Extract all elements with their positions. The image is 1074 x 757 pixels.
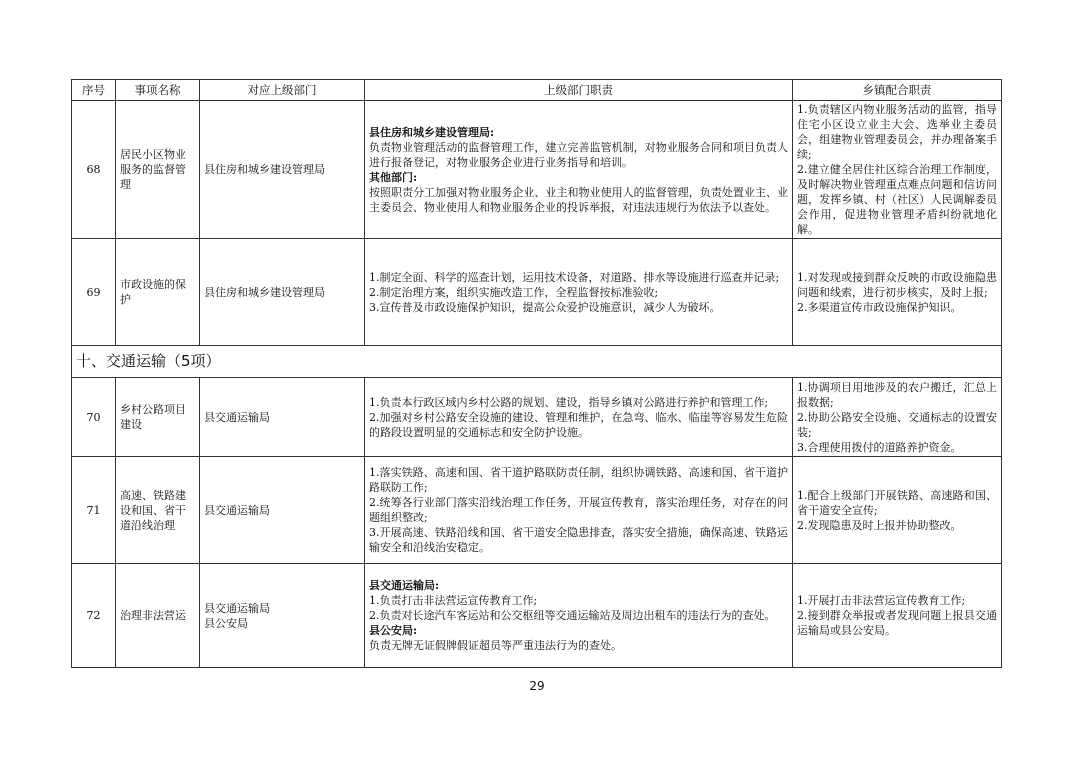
department-duty-cell [365, 457, 793, 564]
township-duty-cell [793, 564, 1002, 668]
section-row [72, 346, 1002, 378]
row-number: 70 [72, 378, 116, 457]
item-name: 高速、铁路建设和国、省干道沿线治理 [116, 457, 200, 564]
township-duty-item: 2.多渠道宣传市政设施保护知识。 [797, 300, 962, 314]
item-name: 治理非法营运 [116, 564, 200, 668]
township-duty-item: 2.发现隐患及时上报并协助整改。 [797, 518, 962, 532]
table-row [72, 239, 1002, 346]
header-department: 对应上级部门 [200, 80, 365, 101]
duty-heading: 县公安局: [369, 624, 418, 637]
item-name: 市政设施的保护 [116, 239, 200, 346]
duty-paragraph: 负责无牌无证假牌假证超员等严重违法行为的查处。 [369, 639, 622, 652]
department-name: 县交通运输局 [204, 410, 270, 424]
duty-paragraph: 2.制定治理方案，组织实施改造工作，全程监督按标准验收; [369, 285, 659, 299]
table-row [72, 564, 1002, 668]
header-item-name: 事项名称 [116, 80, 200, 101]
table-row [72, 101, 1002, 239]
township-duty-item: 2.接到群众举报或者发现问题上报县交通运输局或县公安局。 [797, 609, 997, 637]
township-duty-item: 1.配合上级部门开展铁路、高速路和国、省干道安全宣传; [797, 488, 997, 517]
item-name: 居民小区物业服务的监督管理 [116, 101, 200, 239]
header-no: 序号 [72, 80, 116, 101]
duty-heading: 其他部门: [369, 170, 418, 184]
township-duty-item: 2.建立健全居住社区综合治理工作制度，及时解决物业管理重点难点问题和信访问题，发挥乡镇、村（社区）人民调解委员会作用，促进物业管理矛盾纠纷就地化解。 [797, 163, 997, 236]
row-number: 72 [72, 564, 116, 668]
department-duty-cell [365, 564, 793, 668]
department-name: 县公安局 [204, 616, 248, 630]
duty-paragraph: 按照职责分工加强对物业服务企业、业主和物业使用人的监督管理，负责处置业主、业主委员会、物业使用人和物业服务企业的投诉举报，对违法违规行为依法予以查处。 [369, 185, 788, 214]
department-name: 县住房和城乡建设管理局 [204, 163, 325, 176]
header-township-duty: 乡镇配合职责 [793, 80, 1002, 101]
table-body-before [72, 101, 1002, 346]
section-title: 十、交通运输（5项） [72, 346, 1002, 378]
page-number: 29 [529, 679, 545, 693]
row-number: 69 [72, 239, 116, 346]
township-duty-item: 1.负责辖区内物业服务活动的监管，指导住宅小区设立业主大会、选举业主委员会，组建物业管理委员会，并办理备案手续; [797, 103, 997, 161]
township-duty-item: 3.合理使用拨付的道路养护资金。 [797, 440, 962, 454]
duty-paragraph: 1.制定全面、科学的巡查计划，运用技术设备，对道路、排水等设施进行巡查并记录; [369, 270, 780, 284]
department-duty-cell [365, 101, 793, 239]
duty-table [71, 79, 1002, 668]
header-department-duty: 上级部门职责 [365, 80, 793, 101]
township-duty-item: 1.对发现或接到群众反映的市政设施隐患问题和线索，进行初步核实，及时上报; [797, 270, 997, 299]
duty-paragraph: 3.开展高速、铁路沿线和国、省干道安全隐患排查，落实安全措施，确保高速、铁路运输安全和沿线治安稳定。 [369, 526, 788, 554]
township-duty-item: 1.开展打击非法营运宣传教育工作; [797, 594, 966, 607]
duty-paragraph: 2.加强对乡村公路安全设施的建设、管理和维护，在急弯、临水、临崖等容易发生危险的路段设置明显的交通标志和安全防护设施。 [369, 410, 788, 439]
row-number: 68 [72, 101, 116, 239]
department-duty-cell [365, 378, 793, 457]
department-name: 县交通运输局 [204, 503, 270, 517]
row-number: 71 [72, 457, 116, 564]
department-cell [200, 564, 365, 668]
department-cell [200, 101, 365, 239]
department-cell [200, 457, 365, 564]
duty-paragraph: 3.宣传普及市政设施保护知识，提高公众爱护设施意识，减少人为破坏。 [369, 300, 721, 314]
department-duty-cell [365, 239, 793, 346]
duty-paragraph: 1.负责打击非法营运宣传教育工作; [369, 594, 538, 607]
township-duty-item: 1.协调项目用地涉及的农户搬迁，汇总上报数据; [797, 380, 997, 409]
duty-paragraph: 2.统筹各行业部门落实沿线治理工作任务，开展宣传教育，落实治理任务，对存在的问题组织整改; [369, 496, 788, 524]
table-body-after [72, 378, 1002, 668]
township-duty-cell [793, 101, 1002, 239]
department-name: 县住房和城乡建设管理局 [204, 285, 325, 299]
duty-paragraph: 1.负责本行政区域内乡村公路的规划、建设，指导乡镇对公路进行养护和管理工作; [369, 395, 769, 409]
township-duty-cell [793, 239, 1002, 346]
table-header-row [72, 80, 1002, 101]
section-body [72, 346, 1002, 378]
duty-heading: 县交通运输局: [369, 579, 440, 592]
department-cell [200, 239, 365, 346]
township-duty-cell [793, 457, 1002, 564]
township-duty-cell [793, 378, 1002, 457]
table-row [72, 457, 1002, 564]
duty-heading: 县住房和城乡建设管理局: [369, 125, 495, 139]
duty-paragraph: 负责物业管理活动的监督管理工作，建立完善监管机制，对物业服务合同和项目负责人进行报备登记，对物业服务企业进行业务指导和培训。 [369, 140, 788, 169]
department-name: 县交通运输局 [204, 601, 270, 615]
item-name: 乡村公路项目建设 [116, 378, 200, 457]
duty-paragraph: 1.落实铁路、高速和国、省干道护路联防责任制，组织协调铁路、高速和国、省干道护路联防工作; [369, 466, 788, 494]
department-cell [200, 378, 365, 457]
table-row [72, 378, 1002, 457]
township-duty-item: 2.协助公路安全设施、交通标志的设置安装; [797, 410, 997, 439]
duty-paragraph: 2.负责对长途汽车客运站和公交枢纽等交通运输站及周边出租车的违法行为的查处。 [369, 609, 776, 622]
